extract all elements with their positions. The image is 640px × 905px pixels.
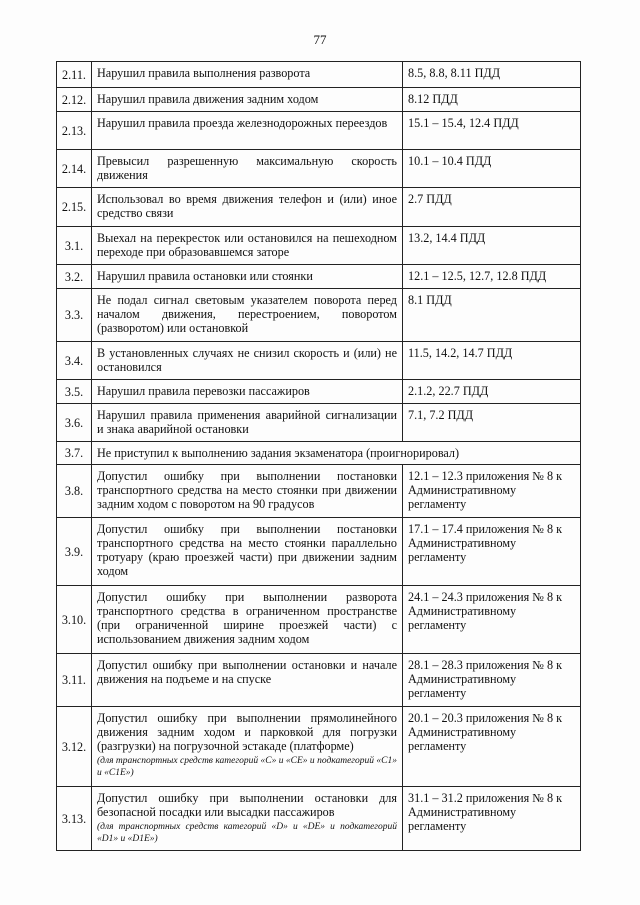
row-reference: 10.1 – 10.4 ПДД: [403, 150, 581, 188]
row-number: 3.11.: [57, 654, 92, 707]
table-row: [57, 787, 581, 851]
table-row: [57, 465, 581, 518]
table-row: [57, 654, 581, 707]
row-description: Не приступил к выполнению задания экзаменатора (проигнорировал): [92, 442, 581, 465]
row-number: 2.14.: [57, 150, 92, 188]
row-number: 3.13.: [57, 787, 92, 851]
table-row: [57, 380, 581, 404]
row-description: Нарушил правила применения аварийной сигнализации и знака аварийной остановки: [92, 404, 403, 442]
table-row: [57, 586, 581, 654]
table-row: [57, 150, 581, 188]
table-row: [57, 404, 581, 442]
table-row: [57, 442, 581, 465]
row-reference: 17.1 – 17.4 приложения № 8 к Административному регламенту: [403, 518, 581, 586]
row-number: 3.6.: [57, 404, 92, 442]
page-number: 77: [313, 32, 327, 47]
row-number: 3.4.: [57, 342, 92, 380]
row-reference: 12.1 – 12.5, 12.7, 12.8 ПДД: [403, 265, 581, 289]
table-row: [57, 265, 581, 289]
row-description: В установленных случаях не снизил скорость и (или) не остановился: [92, 342, 403, 380]
row-description: Нарушил правила проезда железнодорожных переездов: [92, 112, 403, 150]
row-description: Нарушил правила выполнения разворота: [92, 62, 403, 88]
row-reference: 8.12 ПДД: [403, 88, 581, 112]
row-description: Допустил ошибку при выполнении прямолинейного движения задним ходом и парковкой для погрузки (разгрузки) на погрузочной эстакаде (платформе): [97, 711, 397, 753]
row-description: Допустил ошибку при выполнении постановки транспортного средства на место стоянки при движении задним ходом с поворотом на 90 градусов: [92, 465, 403, 518]
table-row: [57, 342, 581, 380]
row-reference: 2.1.2, 22.7 ПДД: [403, 380, 581, 404]
row-reference: 13.2, 14.4 ПДД: [403, 227, 581, 265]
table-row: [57, 289, 581, 342]
row-description: Нарушил правила остановки или стоянки: [92, 265, 403, 289]
row-description: Не подал сигнал световым указателем поворота перед началом движения, перестроением, поворотом (разворотом) или остановкой: [92, 289, 403, 342]
row-reference: 20.1 – 20.3 приложения № 8 к Административному регламенту: [403, 707, 581, 787]
row-description: Выехал на перекресток или остановился на пешеходном переходе при образовавшемся заторе: [92, 227, 403, 265]
row-number: 3.12.: [57, 707, 92, 787]
row-description: Использовал во время движения телефон и (или) иное средство связи: [92, 188, 403, 227]
table-row: [57, 62, 581, 88]
row-note: (для транспортных средств категорий «C» и «CE» и подкатегорий «C1» и «C1E»): [97, 756, 397, 778]
row-number: 3.10.: [57, 586, 92, 654]
row-reference: 28.1 – 28.3 приложения № 8 к Административному регламенту: [403, 654, 581, 707]
row-description: Нарушил правила перевозки пассажиров: [92, 380, 403, 404]
table-row: [57, 707, 581, 787]
row-reference: 15.1 – 15.4, 12.4 ПДД: [403, 112, 581, 150]
row-description: Превысил разрешенную максимальную скорость движения: [92, 150, 403, 188]
violations-table: [56, 61, 581, 851]
row-description: Допустил ошибку при выполнении остановки для безопасной посадки или высадки пассажиров: [97, 791, 397, 819]
table-row: [57, 188, 581, 227]
row-description: Допустил ошибку при выполнении постановки транспортного средства на место стоянки параллельно тротуару (краю проезжей части) при движении задним ходом: [92, 518, 403, 586]
row-reference: 11.5, 14.2, 14.7 ПДД: [403, 342, 581, 380]
row-reference: 8.1 ПДД: [403, 289, 581, 342]
row-number: 2.15.: [57, 188, 92, 227]
table-row: [57, 112, 581, 150]
row-description-cell: [92, 787, 403, 851]
table-row: [57, 518, 581, 586]
row-description: Допустил ошибку при выполнении остановки и начале движения на подъеме и на спуске: [92, 654, 403, 707]
row-description: Допустил ошибку при выполнении разворота транспортного средства в ограниченном пространстве (при ограниченной ширине проезжей части) с использованием движения задним ходом: [92, 586, 403, 654]
row-reference: 24.1 – 24.3 приложения № 8 к Административному регламенту: [403, 586, 581, 654]
row-number: 3.3.: [57, 289, 92, 342]
row-reference: 8.5, 8.8, 8.11 ПДД: [403, 62, 581, 88]
row-reference: 31.1 – 31.2 приложения № 8 к Административному регламенту: [403, 787, 581, 851]
row-number: 3.8.: [57, 465, 92, 518]
row-reference: 12.1 – 12.3 приложения № 8 к Административному регламенту: [403, 465, 581, 518]
row-reference: 2.7 ПДД: [403, 188, 581, 227]
row-number: 3.1.: [57, 227, 92, 265]
row-reference: 7.1, 7.2 ПДД: [403, 404, 581, 442]
row-number: 3.9.: [57, 518, 92, 586]
row-number: 3.2.: [57, 265, 92, 289]
table-row: [57, 227, 581, 265]
row-number: 3.5.: [57, 380, 92, 404]
row-note: (для транспортных средств категорий «D» и «DE» и подкатегорий «D1» и «D1E»): [97, 822, 397, 844]
row-number: 2.13.: [57, 112, 92, 150]
row-description: Нарушил правила движения задним ходом: [92, 88, 403, 112]
row-number: 3.7.: [57, 442, 92, 465]
table-row: [57, 88, 581, 112]
row-number: 2.11.: [57, 62, 92, 88]
row-number: 2.12.: [57, 88, 92, 112]
row-description-cell: [92, 707, 403, 787]
